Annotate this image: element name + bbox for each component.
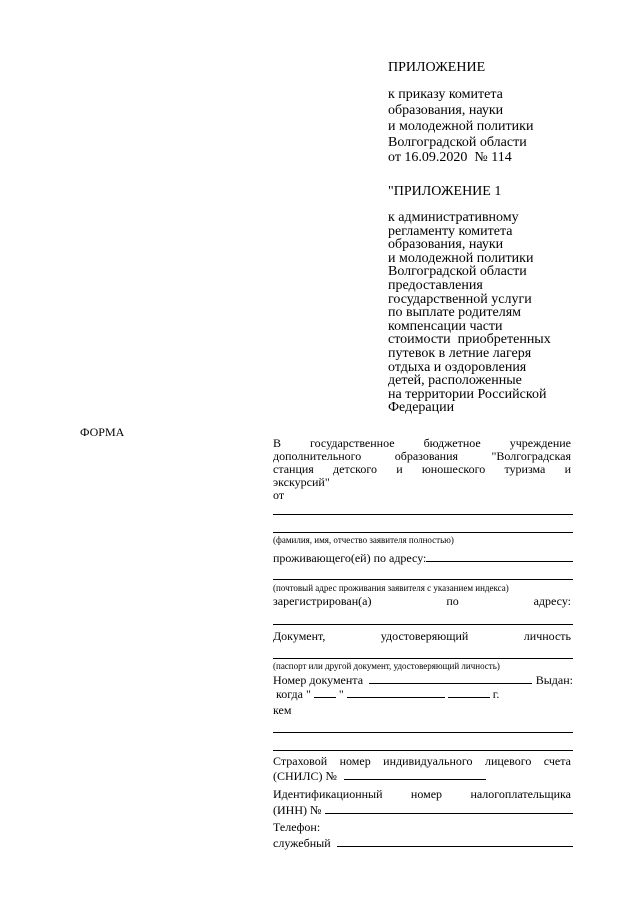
registered-address-line[interactable] — [273, 624, 573, 625]
appendix1-title: "ПРИЛОЖЕНИЕ 1 — [388, 184, 502, 199]
living-address-line-2[interactable] — [273, 579, 573, 580]
work-phone-field[interactable] — [337, 845, 573, 847]
inn-label: (ИНН) № — [273, 803, 322, 817]
identity-document-line[interactable] — [273, 658, 573, 659]
regulation-line: предоставления — [388, 277, 483, 293]
regulation-line: компенсации части — [388, 318, 503, 334]
identity-document-row — [273, 630, 571, 643]
quote-close: " — [338, 687, 344, 701]
regulation-line: отдыха и оздоровления — [388, 359, 527, 375]
inn-row — [273, 788, 571, 801]
registered-word: по — [446, 594, 459, 608]
regulation-reference — [388, 211, 618, 415]
issue-year-field[interactable] — [448, 696, 490, 698]
snils-word: Страховой — [273, 754, 328, 768]
applicant-name-line-1[interactable] — [273, 514, 573, 515]
regulation-line: и молодежной политики — [388, 250, 534, 266]
addressee-block — [273, 437, 571, 502]
snils-word: номер — [339, 754, 371, 768]
quote-open: " — [305, 687, 311, 701]
phone-label: Телефон: — [273, 820, 321, 834]
snils-word: лицевого — [484, 754, 532, 768]
issue-day-field[interactable] — [314, 696, 336, 698]
form-label: ФОРМА — [80, 425, 125, 439]
regulation-line: к административному — [388, 210, 519, 225]
appendix-title: ПРИЛОЖЕНИЕ — [388, 60, 486, 75]
snils-word: счета — [543, 754, 571, 768]
regulation-line: детей, расположенные — [388, 373, 522, 389]
regulation-line: Волгоградской области — [388, 264, 527, 280]
regulation-line: регламенту комитета — [388, 223, 513, 239]
registered-label: зарегистрирован(а) — [273, 594, 372, 608]
passport-caption: (паспорт или другой документ, удостоверяющий личность) — [273, 661, 500, 671]
regulation-line: государственной услуги — [388, 291, 532, 307]
order-date-number: от 16.09.2020 № 114 — [388, 150, 512, 165]
issue-month-field[interactable] — [347, 696, 445, 698]
work-phone-row — [273, 834, 573, 850]
living-address-row — [273, 547, 573, 565]
snils-row — [273, 755, 571, 768]
issued-label: Выдан: — [535, 673, 573, 687]
regulation-line: на территории Российской — [388, 386, 547, 402]
year-suffix: г. — [492, 687, 500, 701]
document-number-row — [273, 671, 573, 687]
document-number-field[interactable] — [369, 682, 532, 684]
regulation-line: стоимости приобретенных — [388, 332, 551, 348]
regulation-line: образования, науки — [388, 237, 504, 253]
order-reference — [388, 87, 618, 151]
issued-by-label: кем — [273, 703, 292, 717]
issued-by-line-2[interactable] — [273, 750, 573, 751]
inn-number-field[interactable] — [325, 812, 573, 814]
order-ref-line: образования, науки — [388, 103, 504, 118]
inn-word: налогоплательщика — [470, 787, 571, 801]
living-address-label: проживающего(ей) по адресу: — [273, 551, 427, 565]
snils-number-field[interactable] — [344, 778, 486, 780]
regulation-line: Федерации — [388, 400, 455, 416]
applicant-name-line-2[interactable] — [273, 532, 573, 533]
living-address-field[interactable] — [426, 560, 573, 562]
inn-number-row — [273, 801, 573, 817]
addressee-line: В государственное бюджетное учреждение — [273, 436, 571, 450]
when-label: когда — [276, 687, 303, 701]
addressee-line: станция детского и юношеского туризма и — [273, 462, 571, 476]
identity-document-word: удостоверяющий — [380, 629, 469, 643]
snils-label: (СНИЛС) № — [273, 769, 337, 783]
inn-word: номер — [410, 787, 443, 801]
work-phone-label: служебный — [273, 836, 331, 850]
snils-number-row — [273, 770, 486, 783]
identity-document-word: личность — [523, 629, 571, 643]
registered-row — [273, 595, 571, 608]
postal-address-caption: (почтовый адрес проживания заявителя с указанием индекса) — [273, 583, 509, 593]
fio-caption: (фамилия, имя, отчество заявителя полностью) — [273, 535, 454, 545]
issue-date-row — [276, 688, 499, 701]
inn-word: Идентификационный — [273, 787, 383, 801]
document-number-label: Номер документа — [273, 673, 364, 687]
issued-by-line-1[interactable] — [273, 732, 573, 733]
order-ref-line: Волгоградской области — [388, 135, 527, 150]
regulation-line: путевок в летние лагеря — [388, 345, 532, 361]
snils-word: индивидуального — [383, 754, 473, 768]
regulation-line: по выплате родителям — [388, 305, 521, 321]
registered-word: адресу: — [533, 594, 571, 608]
from-label: от — [273, 488, 285, 502]
addressee-line: экскурсий" — [273, 475, 330, 489]
identity-document-label: Документ, — [273, 629, 326, 643]
order-ref-line: и молодежной политики — [388, 119, 534, 134]
order-ref-line: к приказу комитета — [388, 87, 503, 102]
addressee-line: дополнительного образования "Волгоградская — [273, 449, 571, 463]
